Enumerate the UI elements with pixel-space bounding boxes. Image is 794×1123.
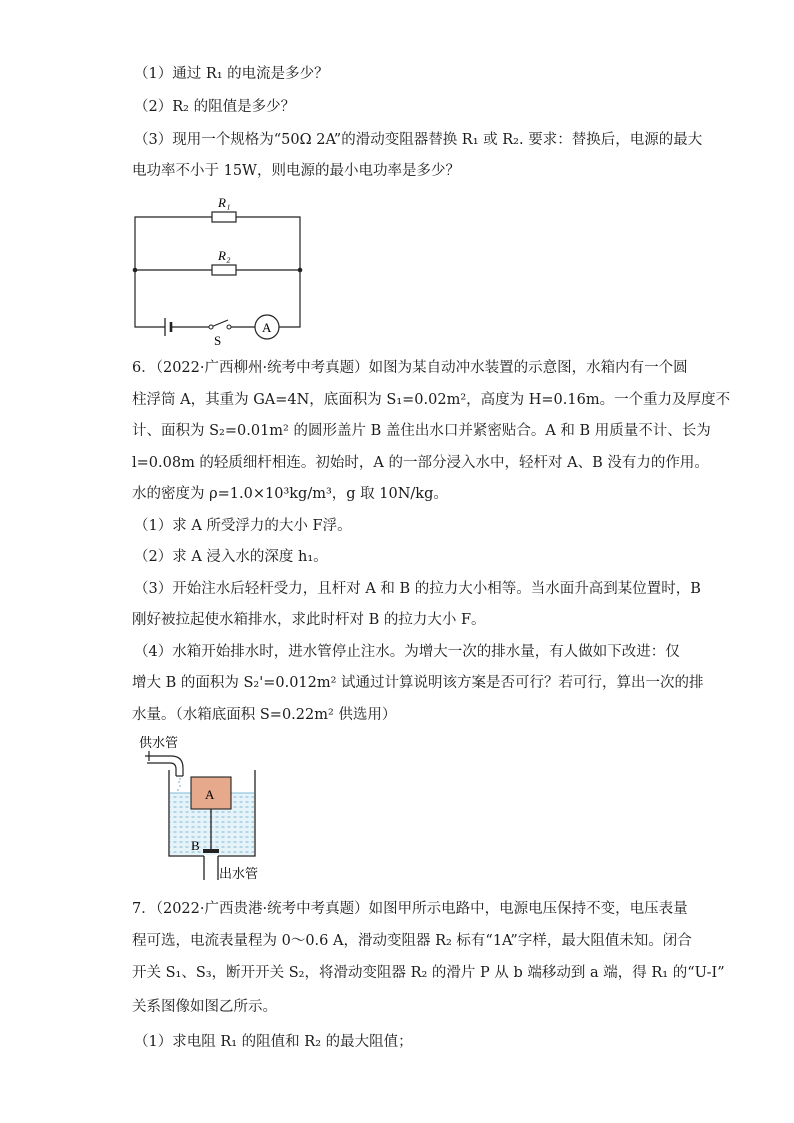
q6-line4: l=0.08m 的轻质细杆相连。初始时，A 的一部分浸入水中，轻杆对 A、B 没有力的作用。 — [132, 455, 709, 471]
r2-label: R₂ — [218, 248, 231, 263]
q6-sub3-line2: 刚好被拉起使水箱排水，求此时杆对 B 的拉力大小 F。 — [132, 612, 486, 628]
circuit-diagram — [125, 190, 315, 348]
water-tank-diagram — [125, 730, 275, 890]
q5-sub3-line1: （3）现用一个规格为“50Ω 2A”的滑动变阻器替换 R₁ 或 R₂. 要求：替换后，电源的最大 — [134, 132, 703, 148]
cover-b-label: B — [191, 838, 200, 853]
r1-label: R₁ — [218, 195, 231, 210]
q6-line2: 柱浮筒 A，其重为 GA=4N，底面积为 S₁=0.02m²，高度为 H=0.16m。一个重力及厚度不 — [132, 392, 731, 408]
q6-line3: 计、面积为 S₂=0.01m² 的圆形盖片 B 盖住出水口并紧密贴合。A 和 B 用质量不计、长为 — [132, 423, 711, 439]
q6-line5: 水的密度为 ρ=1.0×10³kg/m³，g 取 10N/kg。 — [132, 486, 448, 502]
q6-sub4-line2: 增大 B 的面积为 S₂'=0.012m² 试通过计算说明该方案是否可行？若可行，算出一次的排 — [132, 675, 704, 691]
q5-sub1: （1）通过 R₁ 的电流是多少？ — [134, 66, 329, 82]
q6-sub3-line1: （3）开始注水后轻杆受力，且杆对 A 和 B 的拉力大小相等。当水面升高到某位置时，B — [134, 581, 701, 597]
ammeter-label: A — [262, 320, 272, 335]
q7-line2: 程可选，电流表量程为 0～0.6 A，滑动变阻器 R₂ 标有“1A”字样，最大阻值未知。闭合 — [132, 933, 692, 949]
q7-sub1: （1）求电阻 R₁ 的阻值和 R₂ 的最大阻值； — [134, 1034, 413, 1050]
outlet-pipe-label: 出水管 — [219, 867, 259, 882]
q5-sub2: （2）R₂ 的阻值是多少？ — [134, 99, 296, 115]
float-a-label: A — [205, 787, 215, 802]
q7-line4: 关系图像如图乙所示。 — [132, 999, 277, 1015]
q6-line1: 6．（2022·广西柳州·统考中考真题）如图为某自动冲水装置的示意图，水箱内有一个圆 — [132, 360, 688, 376]
q6-sub4-line1: （4）水箱开始排水时，进水管停止注水。为增大一次的排水量，有人做如下改进：仅 — [134, 644, 680, 660]
q7-line3: 开关 S₁、S₃，断开开关 S₂，将滑动变阻器 R₂ 的滑片 P 从 b 端移动到 a 端，得 R₁ 的“U-I” — [132, 965, 725, 981]
switch-label: S — [214, 333, 222, 348]
q6-sub1: （1）求 A 所受浮力的大小 F浮。 — [134, 518, 352, 534]
q6-sub4-line3: 水量。（水箱底面积 S=0.22m² 供选用） — [132, 707, 397, 723]
supply-pipe-label: 供水管 — [139, 736, 179, 751]
cover-b — [203, 849, 219, 853]
q5-sub3-line2: 电功率不小于 15W，则电源的最小电功率是多少？ — [132, 163, 460, 179]
q6-sub2: （2）求 A 浸入水的深度 h₁。 — [134, 549, 328, 565]
q7-line1: 7．（2022·广西贵港·统考中考真题）如图甲所示电路中，电源电压保持不变，电压表量 — [132, 901, 688, 917]
